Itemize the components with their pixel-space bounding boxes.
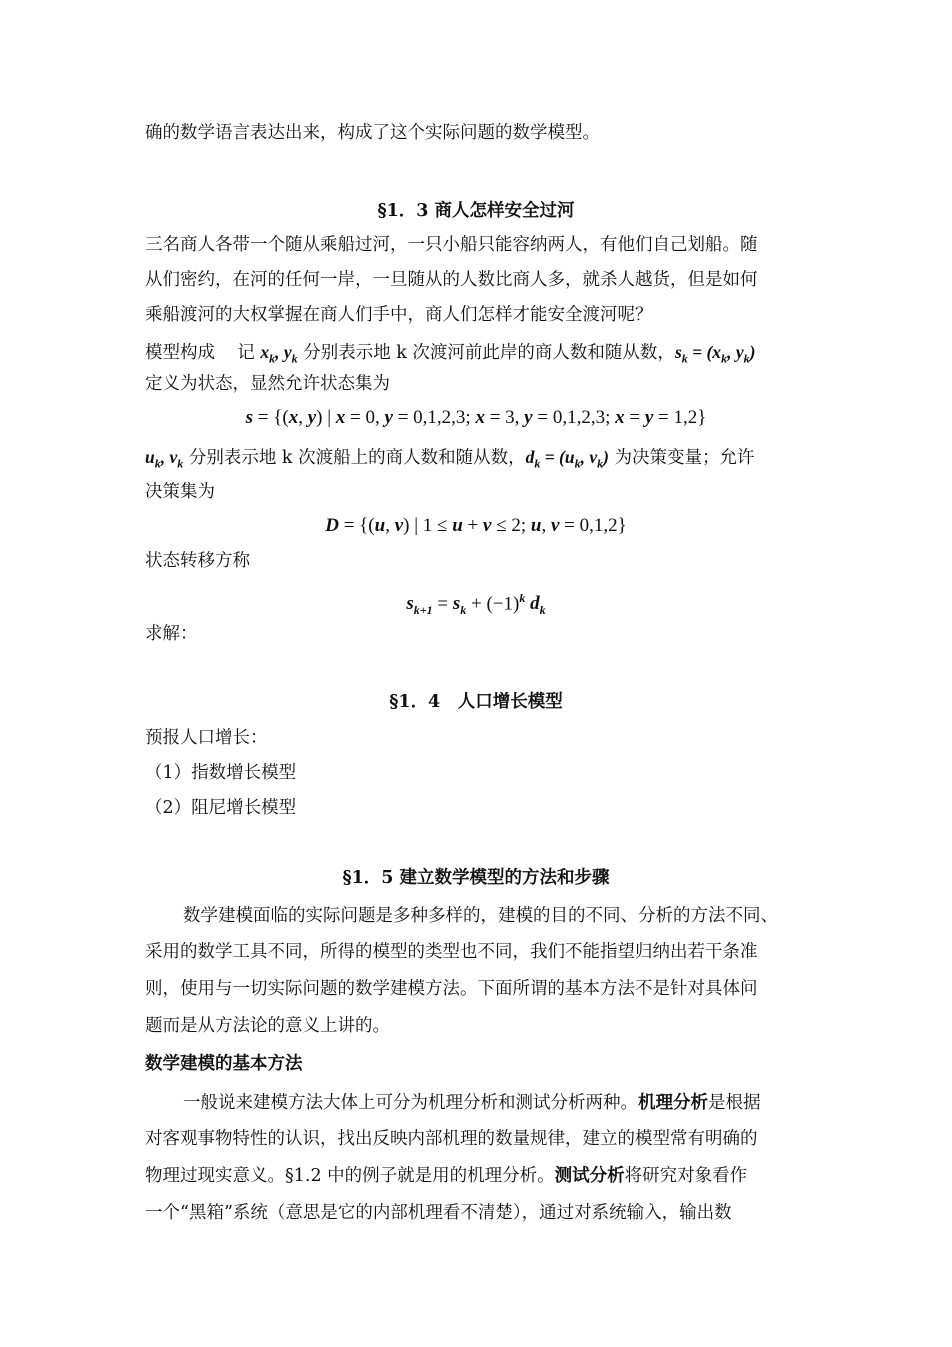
s15-para2-line-2: 对客观事物特性的认识，找出反映内部机理的数量规律，建立的模型常有明确的 <box>145 1129 758 1149</box>
state-definition-formula: $s_k = (x_k$, $y_k$) <box>674 342 756 366</box>
decision-formula: $d_k = (u_k$, $v_k$) <box>525 447 609 471</box>
s15-para1-line-3: 则，使用与一切实际问题的数学建模方法。下面所谓的基本方法不是针对具体问 <box>145 979 758 999</box>
transfer-label: 状态转移方称 <box>145 551 250 571</box>
test-analysis-term: 测试分析 <box>554 1166 625 1186</box>
decision-set: D = {(u, v) | 1 ≤ u + v ≤ 2; u, v = 0,1,2} <box>325 515 627 536</box>
s15-para2-line-4: 一个“黑箱”系统（意思是它的内部机理看不清楚），通过对系统输入，输出数 <box>145 1203 732 1223</box>
s14-item-1: （1）指数增长模型 <box>145 763 297 783</box>
model-text-a: 记 <box>237 343 255 363</box>
s15-para1-line-4: 题而是从方法论的意义上讲的。 <box>145 1016 390 1036</box>
decision-set-label: 决策集为 <box>145 482 215 502</box>
para2-line3-text-c: 将研究对象看作 <box>624 1166 748 1186</box>
uk-vk-symbols: $u_k$, $v_k$ <box>145 447 184 471</box>
state-definition-text: 定义为状态，显然允许状态集为 <box>145 374 390 394</box>
decision-line <box>145 445 755 476</box>
s15-para1-line-2: 采用的数学工具不同，所得的模型的类型也不同，我们不能指望归纳出若干条准 <box>145 942 758 962</box>
s15-para2-line-1 <box>183 1091 761 1115</box>
section-1-3-heading: §1．3 商人怎样安全过河 <box>377 201 575 221</box>
s13-para-line-3: 乘船渡河的大权掌握在商人们手中，商人们怎样才能安全渡河呢？ <box>145 305 653 325</box>
solve-label: 求解： <box>145 624 198 644</box>
model-construction-line <box>145 340 755 371</box>
decision-text-b: 为决策变量；允许 <box>614 448 755 468</box>
s15-para2-line-3 <box>145 1164 747 1188</box>
s15-para1-line-1: 数学建模面临的实际问题是多种多样的，建模的目的不同、分析的方法不同、 <box>183 906 778 926</box>
s13-para-line-2: 从们密约，在河的任何一岸，一旦随从的人数比商人多，就杀人越货，但是如何 <box>145 270 758 290</box>
intro-paragraph: 确的数学语言表达出来，构成了这个实际问题的数学模型。 <box>145 123 600 143</box>
para2-text-a: 一般说来建模方法大体上可分为机理分析和测试分析两种。 <box>183 1093 638 1113</box>
section-1-5-heading: §1．5 建立数学模型的方法和步骤 <box>342 868 610 888</box>
transfer-equation: $s_{k+1} = s_k + (-1)^k$ $d_k$ <box>406 591 546 618</box>
allowed-state-set: s = {(x, y) | x = 0, y = 0,1,2,3; x = 3, y = 0,1,2,3; x = y = 1,2} <box>245 407 707 428</box>
s13-para-line-1: 三名商人各带一个随从乘船过河，一只小船只能容纳两人，有他们自己划船。随 <box>145 235 758 255</box>
section-1-4-heading: §1．4 人口增长模型 <box>389 692 563 712</box>
decision-text-a: 分别表示地 k 次渡船上的商人数和随从数， <box>188 448 526 468</box>
model-label: 模型构成 <box>145 343 215 363</box>
para2-line3-text-a: 物理过现实意义。§1.2 中的例子就是用的机理分析。 <box>145 1166 555 1186</box>
xk-yk-symbols: $x_k$, $y_k$ <box>260 342 298 366</box>
s14-intro: 预报人口增长： <box>145 728 268 748</box>
s15-subheading: 数学建模的基本方法 <box>145 1054 303 1074</box>
mechanism-analysis-term: 机理分析 <box>638 1093 708 1113</box>
s14-item-2: （2）阻尼增长模型 <box>145 798 297 818</box>
model-text-b: 分别表示地 k 次渡河前此岸的商人数和随从数， <box>303 343 675 363</box>
para2-text-c: 是根据 <box>708 1093 761 1113</box>
